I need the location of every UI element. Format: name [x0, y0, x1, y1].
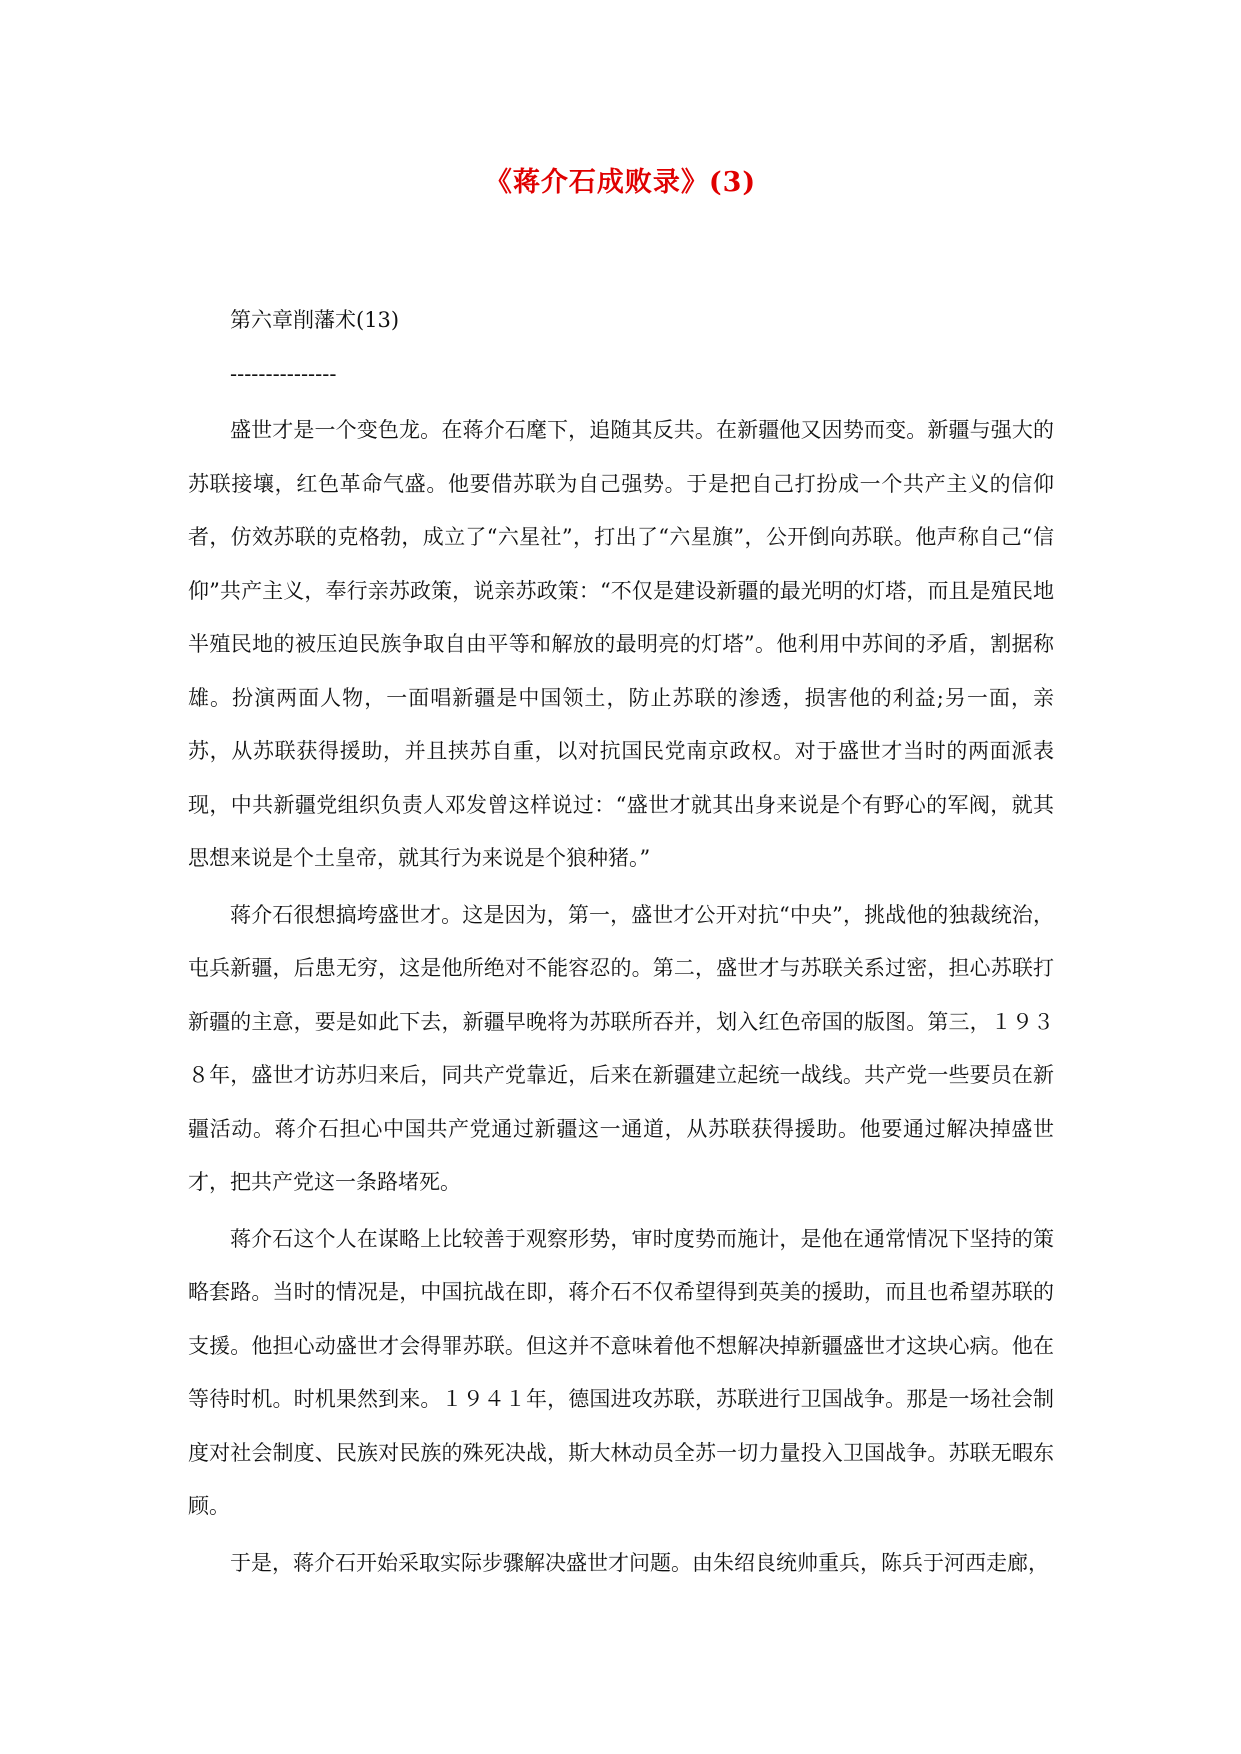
- body-paragraph: 蒋介石很想搞垮盛世才。这是因为，第一，盛世才公开对抗“中央”，挑战他的独裁统治，屯兵新疆，后患无穷，这是他所绝对不能容忍的。第二，盛世才与苏联关系过密，担心苏联打新疆的主意，要是如此下去，新疆早晚将为苏联所吞并，划入红色帝国的版图。第三，１９３８年，盛世才访苏归来后，同共产党靠近，后来在新疆建立起统一战线。共产党一些要员在新疆活动。蒋介石担心中国共产党通过新疆这一通道，从苏联获得援助。他要通过解决掉盛世才，把共产党这一条路堵死。: [188, 902, 1054, 1194]
- body-paragraph: 于是，蒋介石开始采取实际步骤解决盛世才问题。由朱绍良统帅重兵，陈兵于河西走廊，: [230, 1550, 1049, 1575]
- body-paragraph: 盛世才是一个变色龙。在蒋介石麾下，追随其反共。在新疆他又因势而变。新疆与强大的苏联接壤，红色革命气盛。他要借苏联为自己强势。于是把自己打扮成一个共产主义的信仰者，仿效苏联的克格勃，成立了“六星社”，打出了“六星旗”，公开倒向苏联。他声称自己“信仰”共产主义，奉行亲苏政策，说亲苏政策：“不仅是建设新疆的最光明的灯塔，而且是殖民地半殖民地的被压迫民族争取自由平等和解放的最明亮的灯塔”。他利用中苏间的矛盾，割据称雄。扮演两面人物，一面唱新疆是中国领土，防止苏联的渗透，损害他的利益;另一面，亲苏，从苏联获得援助，并且挟苏自重，以对抗国民党南京政权。对于盛世才当时的两面派表现，中共新疆党组织负责人邓发曾这样说过：“盛世才就其出身来说是个有野心的军阀，就其思想来说是个土皇帝，就其行为来说是个狼种猪。”: [188, 418, 1054, 870]
- document-title: 《蒋介石成败录》(3): [484, 167, 757, 198]
- body-paragraph: 蒋介石这个人在谋略上比较善于观察形势，审时度势而施计，是他在通常情况下坚持的策略套路。当时的情况是，中国抗战在即，蒋介石不仅希望得到英美的援助，而且也希望苏联的支援。他担心动盛世才会得罪苏联。但这并不意味着他不想解决掉新疆盛世才这块心病。他在等待时机。时机果然到来。１９４１年，德国进攻苏联，苏联进行卫国战争。那是一场社会制度对社会制度、民族对民族的殊死决战，斯大林动员全苏一切力量投入卫国战争。苏联无暇东顾。: [188, 1226, 1054, 1518]
- chapter-heading: 第六章削藩术(13): [230, 308, 400, 332]
- separator-line: ---------------: [230, 361, 337, 386]
- document-body: [188, 294, 1054, 1590]
